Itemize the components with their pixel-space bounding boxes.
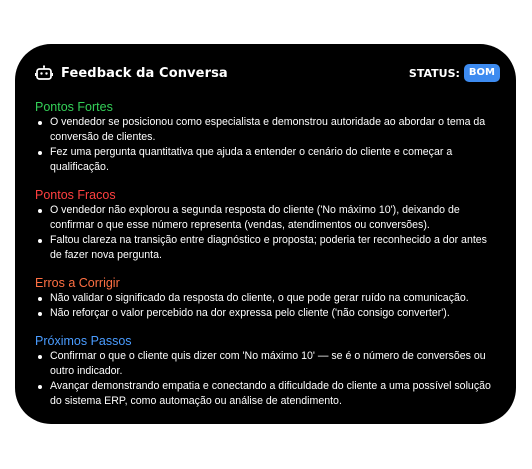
list-item: Fez uma pergunta quantitativa que ajuda a entender o cenário do cliente e começar a qualificação. (35, 145, 500, 175)
section-proximos-passos (35, 334, 500, 409)
status-badge: BOM (464, 64, 500, 82)
section-title-pontos-fortes: Pontos Fortes (35, 100, 113, 114)
feedback-card (15, 44, 516, 424)
page-title: Feedback da Conversa (61, 65, 228, 81)
status-group (409, 64, 500, 82)
list-item: O vendedor não explorou a segunda resposta do cliente ('No máximo 10'), deixando de confirmar o que esse número representa (vendas, atendimentos ou conversões). (35, 203, 500, 233)
card-header (35, 60, 500, 86)
section-title-proximos-passos: Próximos Passos (35, 334, 132, 348)
header-title-group (35, 65, 228, 81)
section-title-erros-a-corrigir: Erros a Corrigir (35, 276, 120, 290)
list-item: Não validar o significado da resposta do cliente, o que pode gerar ruído na comunicação. (35, 291, 500, 306)
section-pontos-fortes (35, 100, 500, 175)
section-pontos-fracos (35, 188, 500, 263)
list-item: Não reforçar o valor percebido na dor expressa pelo cliente ('não consigo converter'). (35, 306, 500, 321)
section-erros-a-corrigir (35, 276, 500, 321)
list-pontos-fortes (35, 115, 500, 175)
status-label: STATUS: (408, 66, 460, 80)
list-pontos-fracos (35, 203, 500, 263)
list-proximos-passos (35, 349, 500, 409)
bot-icon (35, 65, 53, 81)
list-item: Avançar demonstrando empatia e conectando a dificuldade do cliente a uma possível solução do sistema ERP, como automação ou análise de atendimento. (35, 379, 500, 409)
list-item: Faltou clareza na transição entre diagnóstico e proposta; poderia ter reconhecido a dor antes de fazer nova pergunta. (35, 233, 500, 263)
section-title-pontos-fracos: Pontos Fracos (35, 188, 116, 202)
list-item: Confirmar o que o cliente quis dizer com 'No máximo 10' — se é o número de conversões ou outro indicador. (35, 349, 500, 379)
list-item: O vendedor se posicionou como especialista e demonstrou autoridade ao abordar o tema da conversão de clientes. (35, 115, 500, 145)
list-erros-a-corrigir (35, 291, 500, 321)
